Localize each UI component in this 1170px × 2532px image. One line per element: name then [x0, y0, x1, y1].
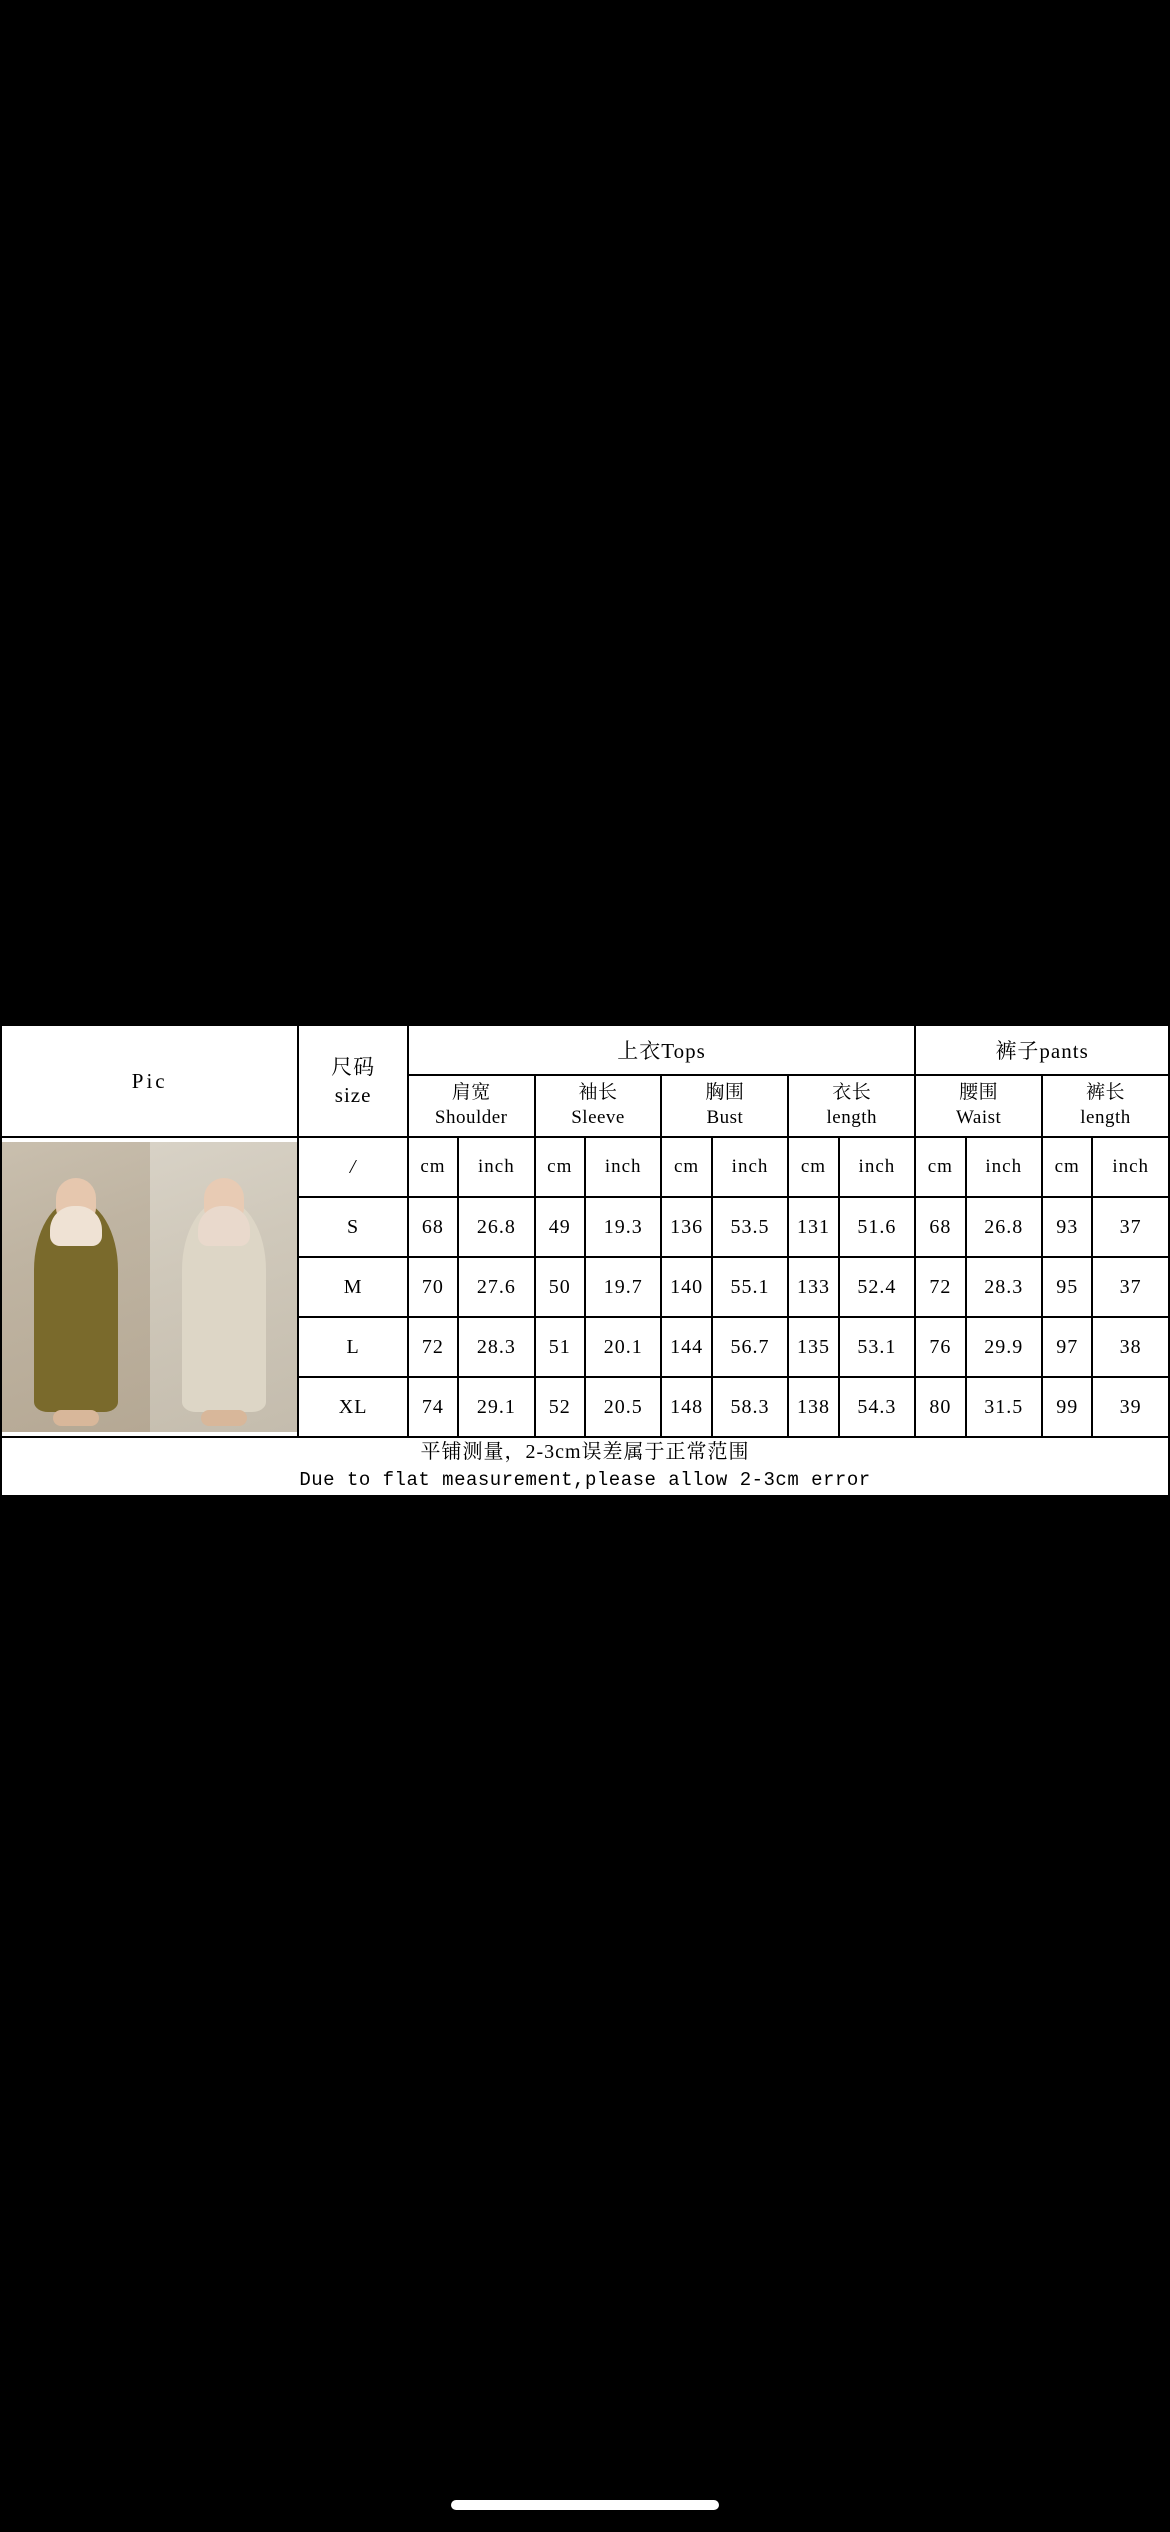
cell-value: 37	[1092, 1257, 1169, 1317]
cell-value: 95	[1042, 1257, 1092, 1317]
cell-value: 133	[788, 1257, 838, 1317]
cell-value: 80	[915, 1377, 965, 1437]
cell-value: 51	[535, 1317, 585, 1377]
header-measure-sleeve-en: Sleeve	[571, 1107, 625, 1128]
header-size-en: size	[334, 1083, 372, 1107]
unit-pant-length-inch: inch	[1092, 1137, 1169, 1197]
header-measure-waist-cn: 腰围	[959, 1082, 999, 1104]
unit-waist-inch: inch	[966, 1137, 1043, 1197]
cell-value: 28.3	[458, 1317, 535, 1377]
home-indicator[interactable]	[451, 2500, 719, 2510]
header-measure-bust	[661, 1075, 788, 1137]
header-group-pants: 裤子pants	[915, 1025, 1169, 1075]
row-size-label: L	[298, 1317, 407, 1377]
measurement-note	[1, 1437, 1169, 1496]
unit-bust-cm: cm	[661, 1137, 711, 1197]
header-measure-waist-en: Waist	[955, 1107, 1002, 1128]
size-chart-image	[0, 1024, 1170, 1497]
cell-value: 68	[408, 1197, 458, 1257]
cell-value: 72	[915, 1257, 965, 1317]
cell-value: 37	[1092, 1197, 1169, 1257]
header-group-tops: 上衣Tops	[408, 1025, 915, 1075]
cell-value: 51.6	[839, 1197, 916, 1257]
cell-value: 136	[661, 1197, 711, 1257]
row-size-label: S	[298, 1197, 407, 1257]
cell-value: 135	[788, 1317, 838, 1377]
cell-value: 50	[535, 1257, 585, 1317]
model-figure-cream-icon	[176, 1176, 272, 1426]
header-measure-shoulder-cn: 肩宽	[451, 1082, 491, 1104]
cell-value: 70	[408, 1257, 458, 1317]
cell-value: 55.1	[712, 1257, 789, 1317]
cell-value: 27.6	[458, 1257, 535, 1317]
cell-value: 39	[1092, 1377, 1169, 1437]
unit-shoulder-inch: inch	[458, 1137, 535, 1197]
unit-top-length-inch: inch	[839, 1137, 916, 1197]
product-photo-olive	[2, 1142, 150, 1432]
header-measure-bust-cn: 胸围	[705, 1082, 745, 1104]
cell-value: 53.1	[839, 1317, 916, 1377]
cell-value: 74	[408, 1377, 458, 1437]
cell-value: 29.1	[458, 1377, 535, 1437]
header-measure-sleeve	[535, 1075, 662, 1137]
size-chart-table	[0, 1024, 1170, 1497]
cell-value: 52	[535, 1377, 585, 1437]
unit-top-length-cm: cm	[788, 1137, 838, 1197]
cell-value: 26.8	[458, 1197, 535, 1257]
cell-value: 29.9	[966, 1317, 1043, 1377]
cell-value: 20.1	[585, 1317, 662, 1377]
header-measure-sleeve-cn: 袖长	[578, 1082, 618, 1104]
cell-value: 131	[788, 1197, 838, 1257]
measurement-note-cn: 平铺测量，2-3cm误差属于正常范围	[420, 1441, 750, 1463]
cell-value: 99	[1042, 1377, 1092, 1437]
cell-value: 76	[915, 1317, 965, 1377]
header-measure-waist	[915, 1075, 1042, 1137]
header-measure-pant-length	[1042, 1075, 1169, 1137]
unit-shoulder-cm: cm	[408, 1137, 458, 1197]
cell-value: 148	[661, 1377, 711, 1437]
cell-value: 68	[915, 1197, 965, 1257]
cell-value: 19.3	[585, 1197, 662, 1257]
unit-row-label: /	[298, 1137, 407, 1197]
cell-value: 140	[661, 1257, 711, 1317]
row-size-label: XL	[298, 1377, 407, 1437]
cell-value: 72	[408, 1317, 458, 1377]
product-photo-inner	[2, 1142, 297, 1432]
cell-value: 144	[661, 1317, 711, 1377]
header-measure-top-length	[788, 1075, 915, 1137]
measurement-note-en: Due to flat measurement,please allow 2-3cm error	[299, 1469, 871, 1491]
header-pic: Pic	[1, 1025, 298, 1137]
unit-sleeve-cm: cm	[535, 1137, 585, 1197]
model-figure-olive-icon	[28, 1176, 124, 1426]
cell-value: 28.3	[966, 1257, 1043, 1317]
table-header-group-row	[1, 1025, 1169, 1075]
cell-value: 20.5	[585, 1377, 662, 1437]
cell-value: 31.5	[966, 1377, 1043, 1437]
header-measure-pant-length-en: length	[1080, 1107, 1131, 1128]
cell-value: 26.8	[966, 1197, 1043, 1257]
cell-value: 54.3	[839, 1377, 916, 1437]
cell-value: 56.7	[712, 1317, 789, 1377]
cell-value: 138	[788, 1377, 838, 1437]
cell-value: 97	[1042, 1317, 1092, 1377]
header-measure-shoulder-en: Shoulder	[434, 1107, 508, 1128]
header-measure-shoulder	[408, 1075, 535, 1137]
measurement-note-row	[1, 1437, 1169, 1496]
cell-value: 38	[1092, 1317, 1169, 1377]
header-size-cn: 尺码	[331, 1054, 376, 1079]
header-measure-top-length-en: length	[826, 1107, 877, 1128]
unit-waist-cm: cm	[915, 1137, 965, 1197]
unit-bust-inch: inch	[712, 1137, 789, 1197]
table-unit-row	[1, 1137, 1169, 1197]
cell-value: 53.5	[712, 1197, 789, 1257]
unit-pant-length-cm: cm	[1042, 1137, 1092, 1197]
header-measure-bust-en: Bust	[706, 1107, 744, 1128]
row-size-label: M	[298, 1257, 407, 1317]
header-measure-pant-length-cn: 裤长	[1086, 1082, 1126, 1104]
header-size	[298, 1025, 407, 1137]
product-photo	[1, 1137, 298, 1437]
unit-sleeve-inch: inch	[585, 1137, 662, 1197]
product-photo-cream	[150, 1142, 298, 1432]
cell-value: 52.4	[839, 1257, 916, 1317]
cell-value: 49	[535, 1197, 585, 1257]
header-measure-top-length-cn: 衣长	[832, 1082, 872, 1104]
cell-value: 19.7	[585, 1257, 662, 1317]
cell-value: 93	[1042, 1197, 1092, 1257]
cell-value: 58.3	[712, 1377, 789, 1437]
